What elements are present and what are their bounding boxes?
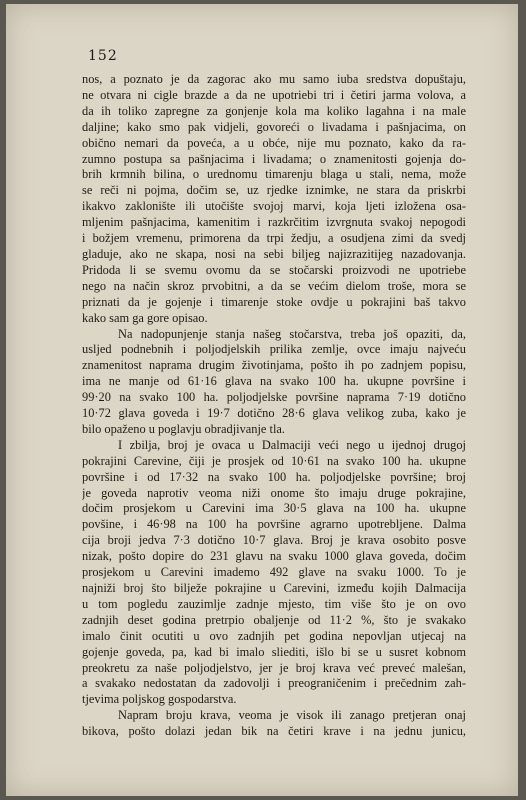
- text-line: Pridoda li se svemu ovomu da se stočarski proizvodi ne upotriebe: [82, 262, 466, 277]
- text-line: obično nemari da poveća, a u obće, nije mu poznato, kako da ra-: [82, 135, 466, 150]
- text-line: se reči ni pojma, dočim se, uz rjedke iznimke, ne stara da priskrbi: [82, 183, 466, 198]
- text-line: prosjekom u Carevini imademo 492 glave na svaku 1000. To je: [82, 565, 466, 580]
- text-line: nos, a poznato je da zagorac ako mu samo iuba sredstva dopuštaju,: [82, 72, 466, 86]
- text-line: a svakako nedostatan da zadovolji i preograničenim i prečednim zah-: [82, 676, 466, 691]
- text-line: Napram broju krava, veoma je visok ili zanago pretjeran onaj: [118, 708, 466, 723]
- text-line: 10·72 glava goveda i 19·7 dotično 28·6 glava velikog zuba, kako je: [82, 406, 466, 421]
- text-line: 99·20 na svako 100 ha. poljodjelske površine naprama 7·19 dotično: [82, 390, 466, 405]
- text-line: daljine; kako smo pak vidjeli, govoreći o livadama i pašnjacima, on: [82, 119, 466, 134]
- text-line: brih krmnih bilina, o urednomu timarenju blaga u stali, nema, može: [82, 167, 466, 182]
- text-line: mljenim pašnjacima, kamenitim i razkrčitim izvrgnuta svakoj nepogodi: [82, 215, 466, 230]
- text-line: ima ne manje od 61·16 glava na svako 100 ha. ukupne površine i: [82, 374, 466, 389]
- text-line: znamenitost naprama drugim životinjama, pošto ih po zadnjem popisu,: [82, 358, 466, 373]
- text-line: preokretu za naše poljodjelstvo, jer je broj krava već preveć malešan,: [82, 660, 466, 675]
- text-line: da ih toliko zapregne za gonjenje kola ma koliko lagahna i na male: [82, 103, 466, 118]
- text-line: Na nadopunjenje stanja našeg stočarstva, treba još opaziti, da,: [118, 326, 466, 341]
- text-line: ikakvo zaklonište ili utočište svojoj marvi, koja ljeti izložena osa-: [82, 199, 466, 214]
- text-line: najniži broj što bilježe pokrajine u Carevini, između kojih Dalmacija: [82, 581, 466, 595]
- text-line: je goveda naprotiv veoma niži onome što imaju druge pokrajine,: [82, 485, 466, 500]
- text-line: kako sam ga gore opisao.: [82, 310, 208, 325]
- text-line: gladuje, ako ne skapa, nosi na sebi biljeg najizrazitijeg nazadovanja.: [82, 246, 466, 261]
- text-line: i božjem vremenu, primorena da trpi žedju, a osudjena zimi da svedj: [82, 231, 466, 246]
- page-number: 152: [88, 48, 118, 64]
- text-line: bilo opaženo u poglavju obradjivanje tla.: [82, 421, 286, 436]
- text-line: nego na način skroz prvobitni, a da se većim dielom troše, mora se: [82, 278, 466, 293]
- text-line: imalo činit ocutiti u ovo zadnjih pet godina nepovljan utjecaj na: [82, 628, 466, 643]
- text-line: nizak, pošto dopire do 231 glavu na svaku 1000 glava goveda, dočim: [82, 549, 466, 564]
- text-line: ne otvara ni cigle brazde a da ne upotriebi tri i četiri jarma volova, a: [82, 87, 466, 102]
- text-line: pokrajini Carevine, čiji je prosjek od 10·61 na svako 100 ha. ukupne: [82, 453, 466, 468]
- text-line: u tom pogledu zauzimlje zadnje mjesto, tim više što je on ovo: [82, 596, 466, 611]
- text-line: cija broji jedva 7·3 dotično 10·7 glava. Broj je krava osobito posve: [82, 533, 466, 548]
- text-line: I zbilja, broj je ovaca u Dalmaciji veći nego u ijednoj drugoj: [118, 437, 466, 452]
- text-line: gojenje goveda, pa, kad bi imalo sliediti, išlo bi se u susret kobnom: [82, 644, 466, 659]
- text-line: tjevima poljskog gospodarstva.: [82, 692, 237, 707]
- text-line: povšine, i 46·98 na 100 ha površine agrarno upotrebljene. Dalma: [82, 517, 466, 532]
- text-line: bikova, pošto dolazi jedan bik na četiri krave i na jednu junicu,: [82, 724, 466, 739]
- text-line: usljed podnebnih i poljodjelskih prilika zemlje, ovce imaju najveću: [82, 342, 466, 357]
- text-line: zadnjih deset godina pretrpio obaljenje od 11·2 %, što je svakako: [82, 612, 466, 627]
- text-line: površine i od 17·32 na svako 100 ha. poljodjelske površine; broj: [82, 469, 466, 484]
- text-line: priznati da je gojenje i timarenje stoke ovdje u pokrajini baš takvo: [82, 294, 466, 309]
- text-line: zumno postupa sa pašnjacima i livadama; o znamenitosti gojenja do-: [82, 151, 466, 166]
- document-page: [6, 4, 518, 796]
- body-text: [82, 72, 466, 740]
- text-line: dočim prosjekom u Carevini ima 30·5 glava na 100 ha. ukupne: [82, 501, 466, 516]
